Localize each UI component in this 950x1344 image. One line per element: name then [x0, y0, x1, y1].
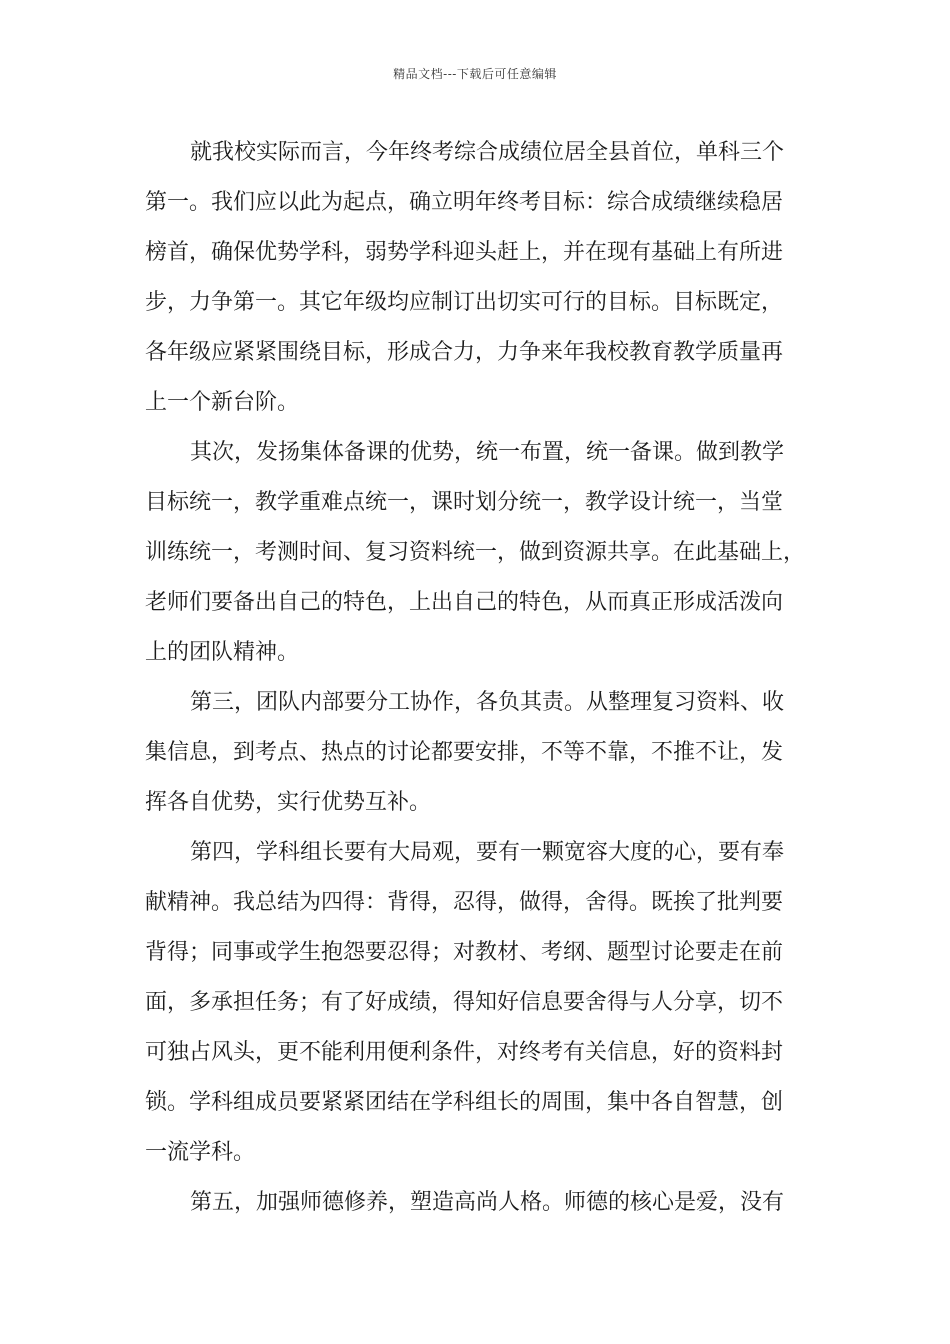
- paragraph-3: [145, 678, 820, 828]
- text-line: 老师们要备出自己的特色，上出自己的特色，从而真正形成活泼向: [145, 590, 784, 615]
- text-line: 集信息，到考点、热点的讨论都要安排，不等不靠，不推不让，发: [145, 740, 784, 765]
- text-line: 目标统一，教学重难点统一，课时划分统一，教学设计统一，当堂: [145, 490, 784, 515]
- text-line: 可独占风头，更不能利用便利条件，对终考有关信息，好的资料封: [145, 1040, 784, 1065]
- text-line: 步，力争第一。其它年级均应制订出切实可行的目标。目标既定，: [145, 290, 784, 315]
- text-line: 背得；同事或学生抱怨要忍得；对教材、考纲、题型讨论要走在前: [145, 940, 784, 965]
- text-line: 锁。学科组成员要紧紧团结在学科组长的周围，集中各自智慧，创: [145, 1090, 784, 1115]
- paragraph-1: [145, 128, 820, 428]
- text-line: 其次，发扬集体备课的优势，统一布置，统一备课。做到教学: [190, 440, 785, 465]
- text-line: 各年级应紧紧围绕目标，形成合力，力争来年我校教育教学质量再: [145, 340, 784, 365]
- text-line: 榜首，确保优势学科，弱势学科迎头赶上，并在现有基础上有所进: [145, 240, 784, 265]
- text-line: 就我校实际而言，今年终考综合成绩位居全县首位，单科三个: [190, 140, 785, 165]
- paragraph-5: [145, 1178, 820, 1228]
- text-line: 第三，团队内部要分工协作，各负其责。从整理复习资料、收: [190, 690, 785, 715]
- page-header: 精品文档---下载后可任意编辑: [393, 67, 557, 81]
- text-line: 训练统一，考测时间、复习资料统一，做到资源共享。在此基础上，: [145, 540, 806, 565]
- text-line: 上一个新台阶。: [145, 390, 300, 415]
- text-line: 面，多承担任务；有了好成绩，得知好信息要舍得与人分享，切不: [145, 990, 784, 1015]
- text-line: 挥各自优势，实行优势互补。: [145, 790, 432, 815]
- text-line: 献精神。我总结为四得：背得，忍得，做得，舍得。既挨了批判要: [145, 890, 784, 915]
- document-body: [145, 128, 820, 1228]
- text-line: 第一。我们应以此为起点，确立明年终考目标：综合成绩继续稳居: [145, 190, 784, 215]
- paragraph-2: [145, 428, 820, 678]
- text-line: 一流学科。: [145, 1140, 256, 1165]
- paragraph-4: [145, 828, 820, 1178]
- text-line: 上的团队精神。: [145, 640, 300, 665]
- text-line: 第四，学科组长要有大局观，要有一颗宽容大度的心，要有奉: [190, 840, 785, 865]
- text-line: 第五，加强师德修养，塑造高尚人格。师德的核心是爱，没有: [190, 1190, 785, 1215]
